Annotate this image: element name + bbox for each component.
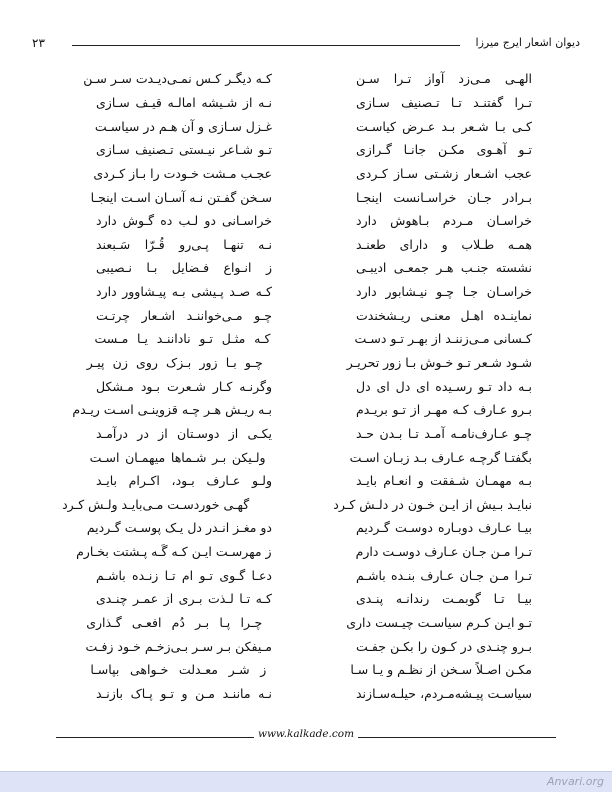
page-header [32, 36, 580, 52]
second-hemistich: ولـو عـارف بـود، اکـرام بایـد [96, 473, 272, 489]
second-hemistich: ز شـر معـدلت خـواهی بپاسـا [90, 662, 267, 678]
verse-line [90, 185, 532, 209]
first-hemistich: کـی بـا شـعر بـد عـرض کیاسـت [356, 118, 532, 134]
first-hemistich: بیـا تـا گوبمـت رندانـه پنـدی [356, 591, 532, 607]
verse-line [89, 445, 532, 469]
verse-line [90, 658, 532, 682]
first-hemistich: بگفتـا گرچـه عـارف بـد زبـان اسـت [349, 449, 532, 465]
first-hemistich: چـو عـارف‌نامـه آمـد تـا بـدن حـد [356, 425, 532, 441]
second-hemistich: کـه تـا لـذت بـری از عمـر چنـدی [96, 591, 272, 607]
footer-website: www.kalkade.com [257, 728, 355, 740]
second-hemistich: کـه دیگـر کـس نمـی‌دیـدت سـر سـن [83, 71, 272, 87]
first-hemistich: بـه مهمـان شـفقت و انعـام بایـد [356, 473, 532, 489]
first-hemistich: بـرادر جـان خراسـانست اینجـا [356, 189, 532, 205]
verse-line [96, 587, 532, 611]
verse-line [85, 634, 532, 658]
header-divider [72, 45, 460, 46]
first-hemistich: سیاسـت پیـشه‌مـردم، حیلـه‌سـازند [356, 685, 532, 701]
verse-line [96, 563, 532, 587]
second-hemistich: مـیفکن بـر سـر بـی‌زخـم خـود زفـت [85, 638, 272, 654]
second-hemistich: گهـی خوردسـت مـی‌بایـد ولـش کـرد [62, 496, 250, 512]
poem-body [62, 67, 532, 705]
first-hemistich: بـرو عـارف کـه مهـر از تـو بریـدم [356, 402, 532, 418]
verse-line [72, 398, 532, 422]
verse-line [83, 67, 532, 91]
second-hemistich: کـه صـد پـیشی بـه پیـشاوور دارد [96, 284, 272, 300]
second-hemistich: یکـی از دوسـتان از در درآمـد [96, 425, 272, 441]
first-hemistich: نشسته جنـب هـر جمعـی ادیبـی [356, 260, 532, 276]
verse-line [96, 256, 532, 280]
verse-line [96, 232, 532, 256]
second-hemistich: بـه ریـش هـر چـه قزوینـی اسـت ریـدم [72, 402, 272, 418]
verse-line [76, 540, 532, 564]
first-hemistich: تـرا مـن جـان عـارف دوسـت دارم [355, 544, 532, 560]
verse-line [96, 327, 532, 351]
first-hemistich: خراسـان مـردم بـاهوش دارد [356, 213, 532, 229]
first-hemistich: مکـن اصـلاً سـخن از نظـم و یـا سـا [350, 662, 532, 678]
page-number: ۲۳ [32, 36, 45, 50]
verse-line [86, 351, 532, 375]
first-hemistich: عجب اشـعار زشـتی سـاز کـردی [356, 165, 532, 181]
book-title: دیوان اشعار ایرج میرزا [475, 36, 580, 49]
verse-line [96, 682, 532, 706]
second-hemistich: تـو شـاعر نیـستی تـصنیف سـازی [96, 142, 272, 158]
first-hemistich: تـو ایـن کـرم سیاسـت چیـست داری [346, 615, 532, 631]
second-hemistich: غـزل سـازی و آن هـم در سیاسـت [94, 118, 272, 134]
verse-line [96, 422, 532, 446]
second-hemistich: ز انـواع فـضایل بـا نـصیبی [96, 260, 272, 276]
footer-divider-right [358, 737, 556, 738]
first-hemistich: تـو آهـوی مکـن جانـا گـرازی [356, 142, 532, 158]
verse-line [96, 138, 532, 162]
first-hemistich: بیـا عـارف دوبـاره دوسـت گـردیم [356, 520, 532, 536]
first-hemistich: الهـی مـی‌زد آواز تـرا سـن [356, 71, 532, 87]
verse-line [96, 374, 532, 398]
watermark-text: Anvari.org [546, 775, 604, 788]
verse-line [96, 280, 532, 304]
verse-line [96, 114, 532, 138]
second-hemistich: نـه تنهـا پـی‌رو قُـرّا سَـبعند [96, 236, 272, 252]
first-hemistich: بـرو چنـدی در کـون را بکـن جفـت [356, 638, 532, 654]
second-hemistich: نـه از شـیشه امالـه قیـف سـازی [96, 94, 272, 110]
second-hemistich: کـه مثـل تـو ناداننـد یـا مـست [94, 331, 271, 347]
verse-line [86, 611, 532, 635]
second-hemistich: چـو مـی‌خواننـد اشـعار چرتـت [96, 307, 272, 323]
first-hemistich: شـود شـعر تـو خـوش بـا زور تحریـر [346, 355, 532, 370]
second-hemistich: عجـب مـشت خـودت را بـاز کـردی [93, 165, 272, 181]
first-hemistich: کـسانی مـی‌زننـد از بهـر تـو دسـت [354, 331, 532, 347]
first-hemistich: همـه طـلاب و دارای طعنـد [356, 236, 532, 252]
verse-line [86, 516, 532, 540]
first-hemistich: نبایـد بـیش از ایـن خـون در دلـش کـرد [333, 496, 532, 512]
first-hemistich: خراسـان جـا چـو نیـشابور دارد [356, 284, 532, 300]
second-hemistich: سـخن گفـتن نـه آسـان اسـت اینجـا [90, 189, 272, 205]
first-hemistich: نماینـده اهـل معنـی ریـشخندت [356, 307, 532, 323]
second-hemistich: ولـیکن بـر شـماها میهمـان اسـت [89, 449, 266, 465]
second-hemistich: چـو بـا زور بـزک روی زن پیـر [86, 355, 263, 370]
first-hemistich: تـرا گفتنـد تـا تـصنیف سـازی [356, 94, 532, 110]
watermark-bar [0, 771, 612, 792]
page-footer [56, 728, 556, 744]
verse-line [96, 91, 532, 115]
first-hemistich: بـه داد تـو رسـیده ای دل ای دل [356, 378, 532, 394]
second-hemistich: دعـا گـوی تـو ام تـا زنـده باشـم [96, 567, 272, 583]
verse-line [96, 469, 532, 493]
footer-divider-left [56, 737, 254, 738]
second-hemistich: دو مغـز انـدر دل یـک پوسـت گـردیم [86, 520, 272, 536]
verse-line [96, 209, 532, 233]
verse-line [93, 162, 532, 186]
first-hemistich: تـرا مـن جـان عـارف بنـده باشـم [356, 567, 532, 583]
verse-line [96, 303, 532, 327]
second-hemistich: نـه ماننـد مـن و تـو پـاک بازنـد [96, 685, 272, 701]
second-hemistich: ز مهرسـت ایـن کـه گَـه پـشتت بخـارم [76, 544, 272, 560]
second-hemistich: چـرا پـا بـر دُم افعـی گـذاری [86, 615, 263, 631]
second-hemistich: خراسـانی دو لـب ده گـوش دارد [96, 213, 272, 229]
second-hemistich: وگرنـه کـار شـعرت بـود مـشکل [96, 378, 272, 394]
verse-line [62, 493, 532, 517]
